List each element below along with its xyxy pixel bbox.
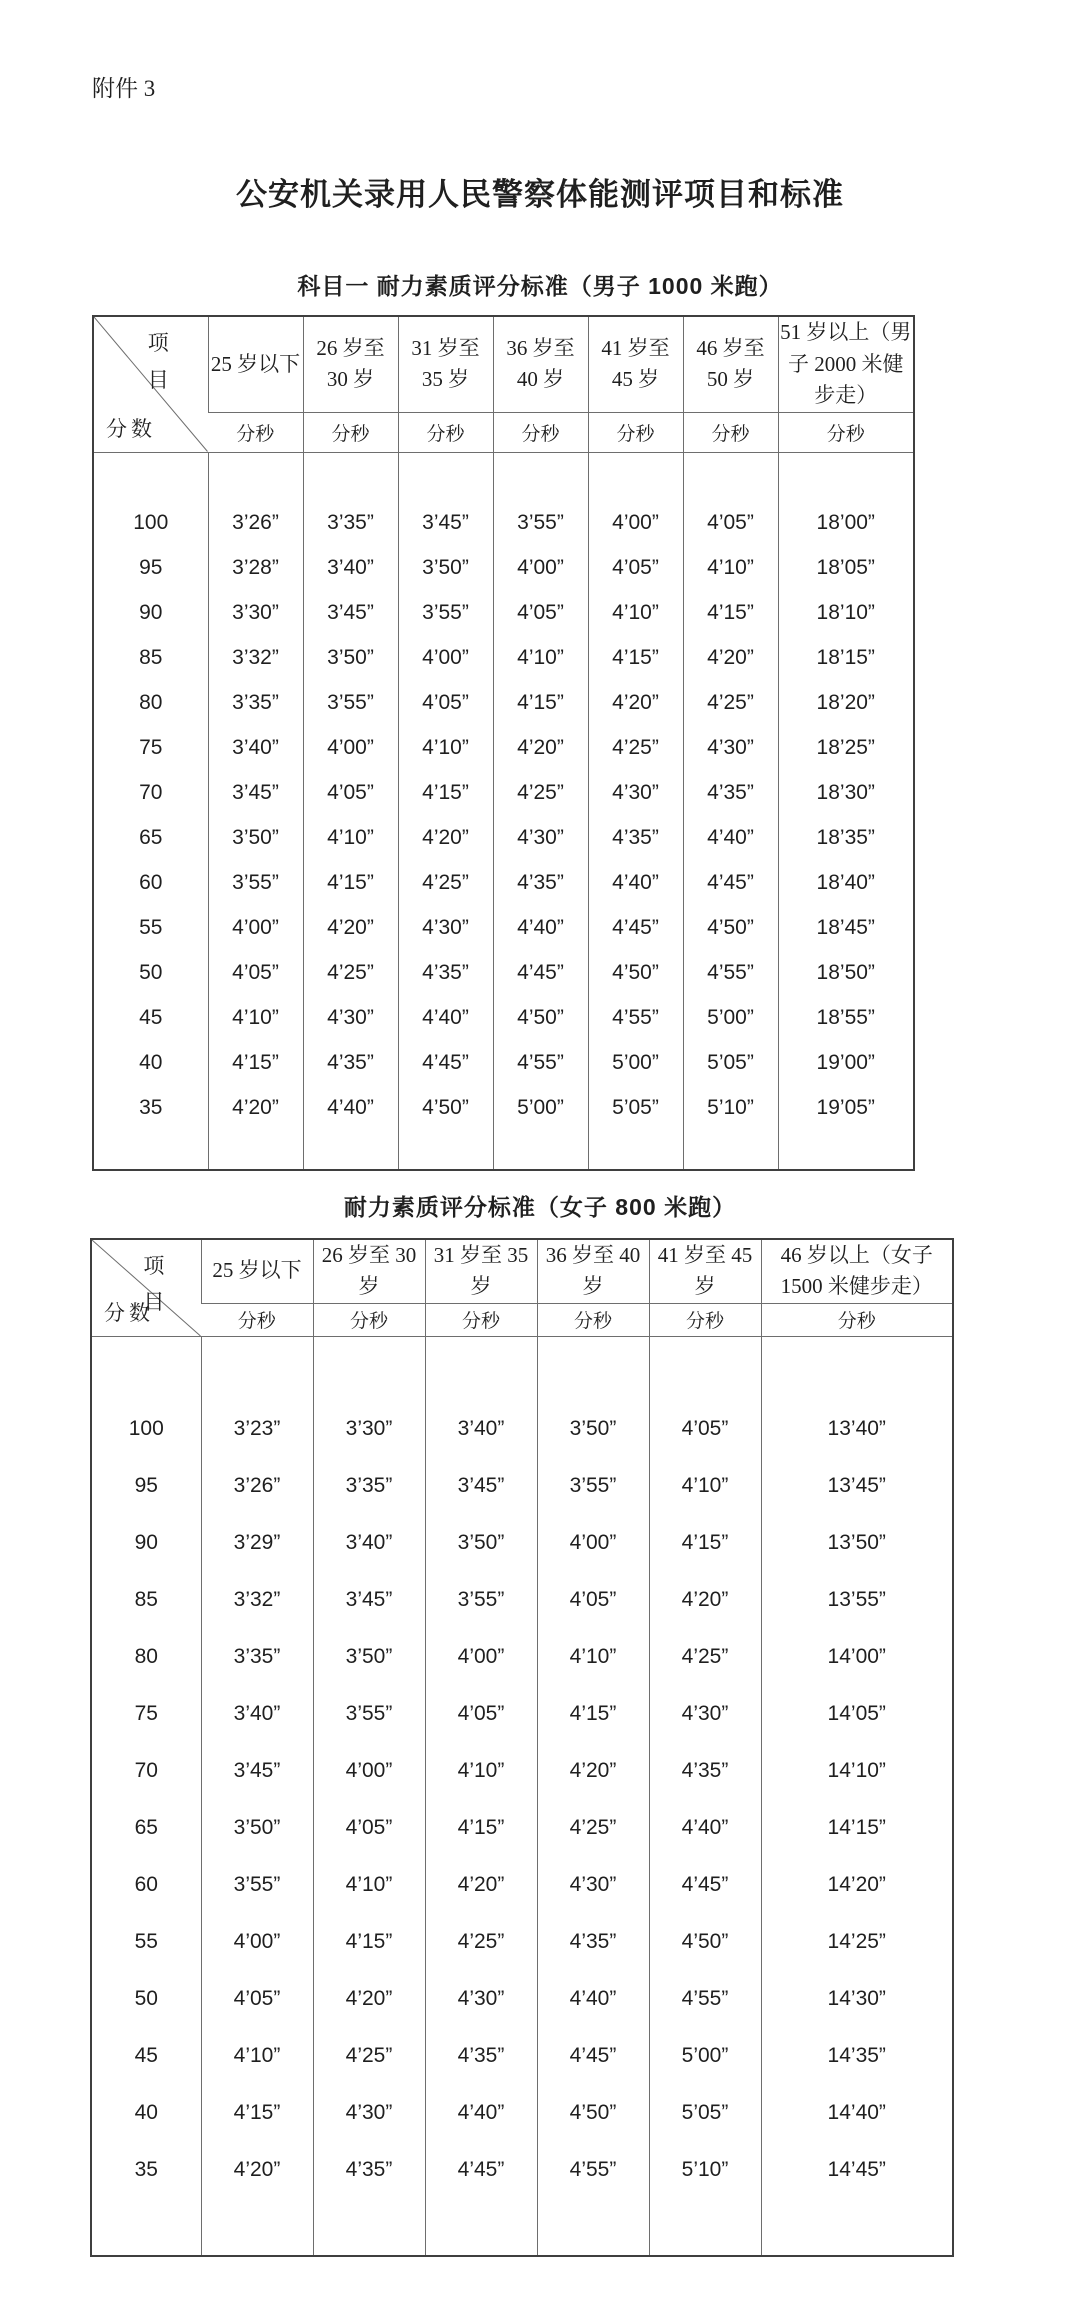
time-cell: 3’40” <box>201 1686 313 1743</box>
score-cell: 40 <box>134 2101 158 2124</box>
table-row <box>93 591 914 636</box>
score-cell: 35 <box>134 2158 158 2181</box>
time-cell: 3’30” <box>208 591 303 636</box>
unit-cell: 分秒 <box>778 412 914 452</box>
table-row <box>91 1515 953 1572</box>
time-cell: 4’20” <box>537 1743 649 1800</box>
time-cell: 18’05” <box>778 546 914 591</box>
time-cell: 4’35” <box>588 816 683 861</box>
time-cell: 18’35” <box>778 816 914 861</box>
time-cell: 4’40” <box>303 1086 398 1170</box>
table-row <box>91 2085 953 2142</box>
time-cell: 4’15” <box>303 861 398 906</box>
time-cell: 4’15” <box>208 1041 303 1086</box>
time-cell: 18’30” <box>778 771 914 816</box>
time-cell: 3’50” <box>425 1515 537 1572</box>
time-cell: 4’40” <box>537 1971 649 2028</box>
time-cell: 3’55” <box>303 681 398 726</box>
table2-age-header-row <box>91 1239 953 1304</box>
age-header: 36 岁至 40 岁 <box>493 316 588 412</box>
time-cell: 3’45” <box>425 1458 537 1515</box>
time-cell: 4’55” <box>493 1041 588 1086</box>
time-cell: 3’45” <box>303 591 398 636</box>
time-cell: 3’55” <box>201 1857 313 1914</box>
time-cell: 3’35” <box>303 452 398 546</box>
table-row <box>91 2142 953 2256</box>
time-cell: 4’15” <box>493 681 588 726</box>
time-cell: 3’55” <box>425 1572 537 1629</box>
unit-cell: 分秒 <box>649 1303 761 1336</box>
table-row <box>93 452 914 546</box>
age-header: 26 岁至 30 岁 <box>303 316 398 412</box>
time-cell: 4’15” <box>649 1515 761 1572</box>
score-cell: 80 <box>134 1645 158 1668</box>
table-row <box>91 1686 953 1743</box>
time-cell: 14’35” <box>761 2028 953 2085</box>
time-cell: 4’05” <box>398 681 493 726</box>
age-header: 31 岁至 35 岁 <box>425 1239 537 1304</box>
time-cell: 19’05” <box>778 1086 914 1170</box>
score-cell: 100 <box>128 1417 164 1440</box>
score-cell: 60 <box>134 1873 158 1896</box>
score-cell: 85 <box>134 1588 158 1611</box>
time-cell: 3’28” <box>208 546 303 591</box>
time-cell: 14’10” <box>761 1743 953 1800</box>
age-header: 46 岁至 50 岁 <box>683 316 778 412</box>
time-cell: 4’35” <box>493 861 588 906</box>
time-cell: 3’55” <box>208 861 303 906</box>
time-cell: 3’35” <box>208 681 303 726</box>
time-cell: 3’40” <box>425 1336 537 1458</box>
time-cell: 3’50” <box>313 1629 425 1686</box>
time-cell: 5’05” <box>588 1086 683 1170</box>
time-cell: 19’00” <box>778 1041 914 1086</box>
time-cell: 4’10” <box>683 546 778 591</box>
time-cell: 4’00” <box>588 452 683 546</box>
time-cell: 4’20” <box>303 906 398 951</box>
time-cell: 4’00” <box>537 1515 649 1572</box>
score-cell: 75 <box>134 1702 158 1725</box>
time-cell: 4’30” <box>649 1686 761 1743</box>
table-row <box>93 906 914 951</box>
time-cell: 4’10” <box>649 1458 761 1515</box>
score-cell: 90 <box>134 1531 158 1554</box>
age-header: 25 岁以下 <box>208 316 303 412</box>
time-cell: 4’25” <box>425 1914 537 1971</box>
table-row <box>93 681 914 726</box>
time-cell: 4’45” <box>683 861 778 906</box>
table-row <box>91 1336 953 1458</box>
time-cell: 18’25” <box>778 726 914 771</box>
unit-cell: 分秒 <box>313 1303 425 1336</box>
time-cell: 4’10” <box>493 636 588 681</box>
time-cell: 3’55” <box>493 452 588 546</box>
time-cell: 5’00” <box>493 1086 588 1170</box>
time-cell: 3’50” <box>208 816 303 861</box>
time-cell: 4’40” <box>493 906 588 951</box>
age-header: 41 岁至 45 岁 <box>649 1239 761 1304</box>
score-cell: 65 <box>134 1816 158 1839</box>
unit-cell: 分秒 <box>303 412 398 452</box>
age-header: 36 岁至 40 岁 <box>537 1239 649 1304</box>
time-cell: 4’05” <box>683 452 778 546</box>
time-cell: 4’10” <box>201 2028 313 2085</box>
unit-cell: 分秒 <box>208 412 303 452</box>
time-cell: 4’25” <box>537 1800 649 1857</box>
time-cell: 4’20” <box>201 2142 313 2256</box>
time-cell: 4’40” <box>425 2085 537 2142</box>
time-cell: 4’10” <box>303 816 398 861</box>
time-cell: 4’40” <box>588 861 683 906</box>
time-cell: 3’29” <box>201 1515 313 1572</box>
age-header: 31 岁至 35 岁 <box>398 316 493 412</box>
table-female-800m <box>90 1238 954 2257</box>
time-cell: 4’35” <box>537 1914 649 1971</box>
time-cell: 4’15” <box>425 1800 537 1857</box>
time-cell: 4’15” <box>313 1914 425 1971</box>
time-cell: 4’00” <box>313 1743 425 1800</box>
time-cell: 3’50” <box>201 1800 313 1857</box>
time-cell: 18’40” <box>778 861 914 906</box>
time-cell: 3’23” <box>201 1336 313 1458</box>
time-cell: 3’50” <box>398 546 493 591</box>
table-row <box>93 726 914 771</box>
time-cell: 4’30” <box>425 1971 537 2028</box>
table-row <box>93 996 914 1041</box>
time-cell: 4’30” <box>313 2085 425 2142</box>
table-row <box>93 636 914 681</box>
table-row <box>93 816 914 861</box>
table2-subtitle: 耐力素质评分标准（女子 800 米跑） <box>343 1193 737 1220</box>
time-cell: 14’30” <box>761 1971 953 2028</box>
table-row <box>91 1971 953 2028</box>
corner-cell <box>93 316 208 452</box>
time-cell: 4’35” <box>313 2142 425 2256</box>
time-cell: 4’20” <box>493 726 588 771</box>
time-cell: 4’15” <box>537 1686 649 1743</box>
unit-cell: 分秒 <box>398 412 493 452</box>
score-cell: 95 <box>139 556 163 579</box>
score-cell: 60 <box>139 871 163 894</box>
age-header: 25 岁以下 <box>201 1239 313 1304</box>
score-cell: 85 <box>139 646 163 669</box>
time-cell: 3’55” <box>537 1458 649 1515</box>
time-cell: 4’00” <box>208 906 303 951</box>
time-cell: 4’30” <box>537 1857 649 1914</box>
table-row <box>91 1572 953 1629</box>
time-cell: 5’10” <box>649 2142 761 2256</box>
time-cell: 4’10” <box>425 1743 537 1800</box>
table-row <box>91 1800 953 1857</box>
time-cell: 4’25” <box>649 1629 761 1686</box>
time-cell: 3’32” <box>208 636 303 681</box>
time-cell: 3’35” <box>313 1458 425 1515</box>
time-cell: 3’32” <box>201 1572 313 1629</box>
age-header: 41 岁至 45 岁 <box>588 316 683 412</box>
time-cell: 4’50” <box>537 2085 649 2142</box>
score-cell: 80 <box>139 691 163 714</box>
time-cell: 4’55” <box>537 2142 649 2256</box>
time-cell: 4’05” <box>201 1971 313 2028</box>
time-cell: 18’45” <box>778 906 914 951</box>
table-row <box>91 1857 953 1914</box>
time-cell: 4’35” <box>398 951 493 996</box>
time-cell: 18’55” <box>778 996 914 1041</box>
time-cell: 4’50” <box>493 996 588 1041</box>
time-cell: 4’50” <box>398 1086 493 1170</box>
time-cell: 3’45” <box>313 1572 425 1629</box>
time-cell: 4’00” <box>201 1914 313 1971</box>
time-cell: 4’40” <box>649 1800 761 1857</box>
time-cell: 4’20” <box>425 1857 537 1914</box>
time-cell: 14’40” <box>761 2085 953 2142</box>
time-cell: 4’55” <box>588 996 683 1041</box>
time-cell: 4’45” <box>588 906 683 951</box>
time-cell: 3’55” <box>313 1686 425 1743</box>
age-header: 46 岁以上（女子 1500 米健步走） <box>761 1239 953 1304</box>
time-cell: 18’20” <box>778 681 914 726</box>
table1-subtitle: 科目一 耐力素质评分标准（男子 1000 米跑） <box>297 273 783 299</box>
table-row <box>91 1743 953 1800</box>
table-row <box>93 546 914 591</box>
corner-score-label: 分数 <box>104 1300 154 1325</box>
time-cell: 4’45” <box>398 1041 493 1086</box>
time-cell: 18’15” <box>778 636 914 681</box>
time-cell: 4’55” <box>649 1971 761 2028</box>
score-cell: 50 <box>134 1987 158 2010</box>
time-cell: 4’45” <box>425 2142 537 2256</box>
time-cell: 4’30” <box>683 726 778 771</box>
unit-cell: 分秒 <box>588 412 683 452</box>
time-cell: 4’10” <box>398 726 493 771</box>
time-cell: 4’45” <box>649 1857 761 1914</box>
time-cell: 5’05” <box>683 1041 778 1086</box>
time-cell: 4’15” <box>398 771 493 816</box>
time-cell: 4’50” <box>683 906 778 951</box>
time-cell: 18’10” <box>778 591 914 636</box>
time-cell: 4’45” <box>493 951 588 996</box>
unit-cell: 分秒 <box>761 1303 953 1336</box>
unit-cell: 分秒 <box>537 1303 649 1336</box>
time-cell: 4’00” <box>303 726 398 771</box>
score-cell: 70 <box>134 1759 158 1782</box>
time-cell: 4’40” <box>683 816 778 861</box>
table-row <box>91 2028 953 2085</box>
unit-cell: 分秒 <box>425 1303 537 1336</box>
time-cell: 3’26” <box>201 1458 313 1515</box>
time-cell: 5’00” <box>588 1041 683 1086</box>
table-row <box>93 1041 914 1086</box>
score-cell: 65 <box>139 826 163 849</box>
time-cell: 3’35” <box>201 1629 313 1686</box>
score-cell: 45 <box>139 1006 163 1029</box>
table-row <box>91 1914 953 1971</box>
unit-cell: 分秒 <box>201 1303 313 1336</box>
time-cell: 4’15” <box>201 2085 313 2142</box>
time-cell: 4’50” <box>588 951 683 996</box>
time-cell: 4’30” <box>303 996 398 1041</box>
time-cell: 14’00” <box>761 1629 953 1686</box>
time-cell: 3’30” <box>313 1336 425 1458</box>
score-cell: 90 <box>139 601 163 624</box>
time-cell: 3’45” <box>201 1743 313 1800</box>
time-cell: 4’05” <box>537 1572 649 1629</box>
corner-project-label: 项目 <box>143 1253 165 1315</box>
score-cell: 70 <box>139 781 163 804</box>
time-cell: 13’45” <box>761 1458 953 1515</box>
table1-unit-row <box>93 412 914 452</box>
table-row <box>93 861 914 906</box>
time-cell: 4’05” <box>588 546 683 591</box>
score-cell: 45 <box>134 2044 158 2067</box>
time-cell: 4’05” <box>208 951 303 996</box>
score-cell: 55 <box>134 1930 158 1953</box>
time-cell: 4’10” <box>537 1629 649 1686</box>
time-cell: 4’30” <box>588 771 683 816</box>
time-cell: 4’10” <box>588 591 683 636</box>
time-cell: 4’15” <box>588 636 683 681</box>
age-header: 51 岁以上（男子 2000 米健步走） <box>778 316 914 412</box>
score-cell: 55 <box>139 916 163 939</box>
time-cell: 4’55” <box>683 951 778 996</box>
unit-cell: 分秒 <box>683 412 778 452</box>
time-cell: 14’45” <box>761 2142 953 2256</box>
attachment-label: 附件 3 <box>92 76 156 101</box>
time-cell: 4’25” <box>683 681 778 726</box>
table-row <box>91 1629 953 1686</box>
time-cell: 13’50” <box>761 1515 953 1572</box>
table-male-1000m <box>92 315 915 1171</box>
time-cell: 4’05” <box>313 1800 425 1857</box>
time-cell: 4’05” <box>425 1686 537 1743</box>
time-cell: 4’25” <box>303 951 398 996</box>
time-cell: 14’15” <box>761 1800 953 1857</box>
time-cell: 4’10” <box>313 1857 425 1914</box>
time-cell: 5’10” <box>683 1086 778 1170</box>
time-cell: 4’15” <box>683 591 778 636</box>
time-cell: 4’35” <box>683 771 778 816</box>
time-cell: 4’25” <box>313 2028 425 2085</box>
time-cell: 3’26” <box>208 452 303 546</box>
time-cell: 3’40” <box>303 546 398 591</box>
corner-project-label: 项目 <box>147 331 169 392</box>
unit-cell: 分秒 <box>493 412 588 452</box>
time-cell: 4’45” <box>537 2028 649 2085</box>
score-cell: 50 <box>139 961 163 984</box>
time-cell: 4’20” <box>398 816 493 861</box>
age-header: 26 岁至 30 岁 <box>313 1239 425 1304</box>
corner-score-label: 分数 <box>106 416 156 441</box>
time-cell: 3’45” <box>208 771 303 816</box>
time-cell: 4’35” <box>303 1041 398 1086</box>
time-cell: 3’50” <box>303 636 398 681</box>
time-cell: 4’25” <box>398 861 493 906</box>
score-cell: 95 <box>134 1474 158 1497</box>
time-cell: 13’40” <box>761 1336 953 1458</box>
time-cell: 13’55” <box>761 1572 953 1629</box>
time-cell: 4’10” <box>208 996 303 1041</box>
time-cell: 3’40” <box>313 1515 425 1572</box>
time-cell: 5’05” <box>649 2085 761 2142</box>
time-cell: 5’00” <box>649 2028 761 2085</box>
time-cell: 4’25” <box>588 726 683 771</box>
time-cell: 4’00” <box>425 1629 537 1686</box>
time-cell: 4’30” <box>493 816 588 861</box>
table1-age-header-row <box>93 316 914 412</box>
time-cell: 14’25” <box>761 1914 953 1971</box>
table2-unit-row <box>91 1303 953 1336</box>
time-cell: 4’35” <box>425 2028 537 2085</box>
time-cell: 18’00” <box>778 452 914 546</box>
time-cell: 4’35” <box>649 1743 761 1800</box>
score-cell: 100 <box>133 511 169 534</box>
table-row <box>93 1086 914 1170</box>
score-cell: 40 <box>139 1051 163 1074</box>
time-cell: 4’05” <box>493 591 588 636</box>
corner-cell <box>91 1239 201 1337</box>
time-cell: 3’40” <box>208 726 303 771</box>
time-cell: 4’20” <box>649 1572 761 1629</box>
time-cell: 4’40” <box>398 996 493 1041</box>
table-row <box>93 771 914 816</box>
score-cell: 35 <box>139 1096 163 1119</box>
time-cell: 4’20” <box>313 1971 425 2028</box>
time-cell: 14’05” <box>761 1686 953 1743</box>
time-cell: 5’00” <box>683 996 778 1041</box>
time-cell: 4’05” <box>649 1336 761 1458</box>
table-row <box>93 951 914 996</box>
page-title: 公安机关录用人民警察体能测评项目和标准 <box>236 177 844 212</box>
time-cell: 4’00” <box>398 636 493 681</box>
time-cell: 4’30” <box>398 906 493 951</box>
time-cell: 3’55” <box>398 591 493 636</box>
time-cell: 4’20” <box>208 1086 303 1170</box>
time-cell: 18’50” <box>778 951 914 996</box>
time-cell: 4’20” <box>588 681 683 726</box>
time-cell: 4’00” <box>493 546 588 591</box>
score-cell: 75 <box>139 736 163 759</box>
time-cell: 3’45” <box>398 452 493 546</box>
table-row <box>91 1458 953 1515</box>
time-cell: 4’25” <box>493 771 588 816</box>
time-cell: 4’50” <box>649 1914 761 1971</box>
time-cell: 14’20” <box>761 1857 953 1914</box>
time-cell: 4’05” <box>303 771 398 816</box>
time-cell: 3’50” <box>537 1336 649 1458</box>
time-cell: 4’20” <box>683 636 778 681</box>
